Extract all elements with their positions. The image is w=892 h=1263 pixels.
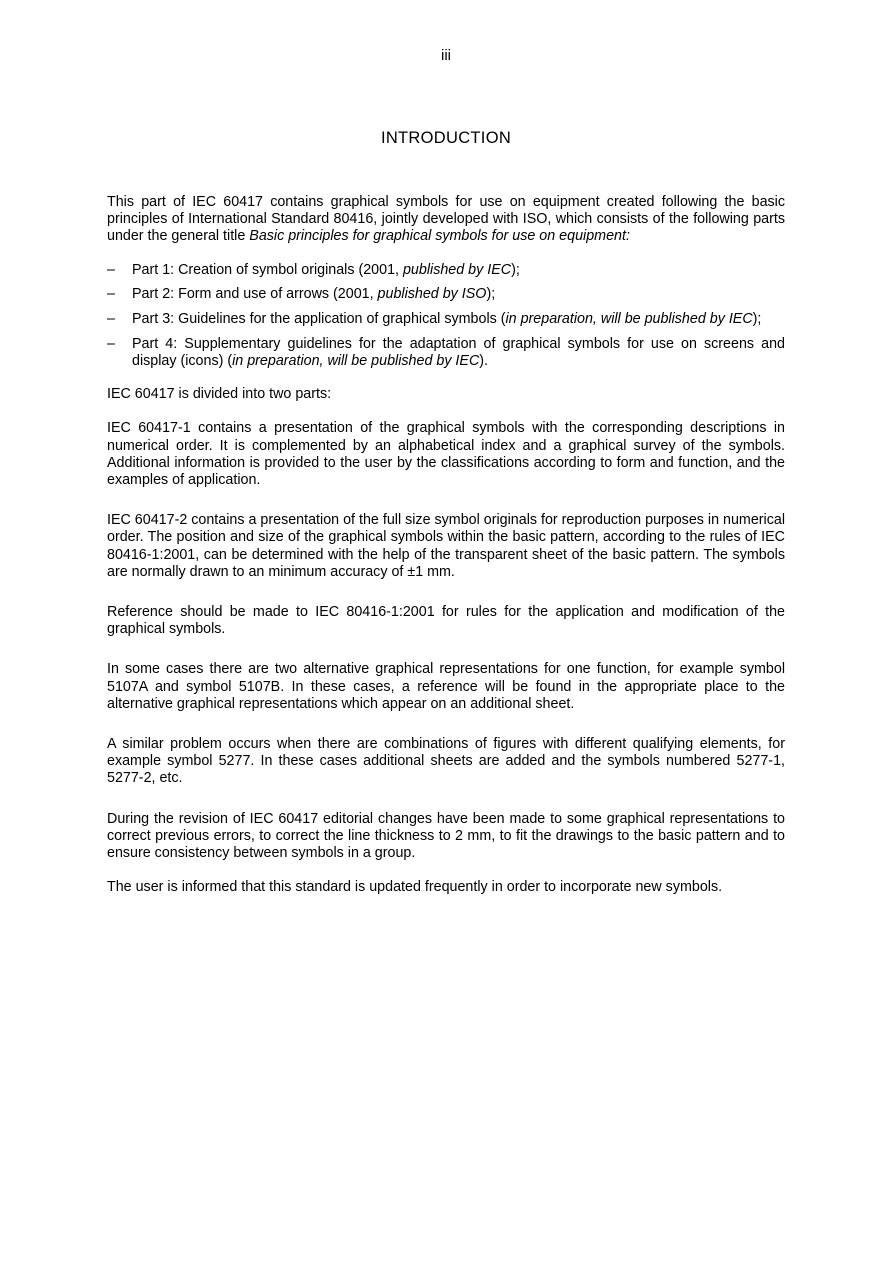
list-item	[107, 262, 785, 279]
list-item-end: );	[511, 261, 520, 278]
list-item-italic: published by ISO	[377, 286, 487, 303]
page-number: iii	[441, 47, 451, 64]
list-item-italic: in preparation, will be published by IEC	[232, 352, 480, 369]
intro-italic-title: Basic principles for graphical symbols for use on equipment:	[249, 228, 630, 245]
list-dash: –	[107, 335, 115, 352]
list-item-end: ).	[479, 352, 489, 369]
parts-list	[107, 262, 785, 371]
paragraph-part2: IEC 60417-2 contains a presentation of the full size symbol originals for reproduction purposes in numerical order. The position and size of the graphical symbols within the basic pattern, according to the rules of IEC 80416-1:2001, can be determined with the help of the transparent sheet of the basic pattern. The symbols are normally drawn to an minimum accuracy of ±1 mm.	[107, 512, 785, 580]
paragraph-divided: IEC 60417 is divided into two parts:	[107, 386, 332, 403]
list-item-italic: published by IEC	[402, 261, 512, 278]
list-item-text: Part 3: Guidelines for the application of graphical symbols (	[132, 311, 506, 328]
list-item	[107, 336, 785, 370]
list-item-end: );	[752, 311, 762, 328]
intro-text: This part of IEC 60417 contains graphical symbols for use on equipment created following the basic principles of International Standard 80416, jointly developed with ISO, which consists of the following parts under the general title	[107, 194, 785, 245]
document-body	[107, 194, 785, 896]
list-dash: –	[107, 261, 115, 278]
paragraph-reference: Reference should be made to IEC 80416-1:2001 for rules for the application and modification of the graphical symbols.	[107, 603, 785, 638]
paragraph-combinations: A similar problem occurs when there are combinations of figures with different qualifying elements, for example symbol 5277. In these cases additional sheets are added and the symbols numbered 5277-1, 5277-2, etc.	[107, 735, 785, 787]
list-item-text: Part 2: Form and use of arrows (2001,	[132, 286, 378, 303]
paragraph-alternatives: In some cases there are two alternative graphical representations for one function, for example symbol 5107A and symbol 5107B. In these cases, a reference will be found in the appropriate place to the alternative graphical representations which appear on an additional sheet.	[107, 661, 785, 712]
paragraph-part1: IEC 60417-1 contains a presentation of the graphical symbols with the corresponding descriptions in numerical order. It is complemented by an alphabetical index and a graphical survey of the symbols. Additional information is provided to the user by the classifications according to form and function, and the examples of application.	[107, 420, 785, 488]
paragraph-updates: The user is informed that this standard is updated frequently in order to incorporate new symbols.	[107, 879, 723, 896]
page-title: INTRODUCTION	[380, 129, 512, 147]
list-item-end: );	[486, 286, 496, 303]
paragraph-revision: During the revision of IEC 60417 editorial changes have been made to some graphical representations to correct previous errors, to correct the line thickness to 2 mm, to fit the drawings to the basic pattern and to ensure consistency between symbols in a group.	[107, 810, 785, 861]
list-dash: –	[107, 311, 115, 328]
list-item-text: Part 1: Creation of symbol originals (2001,	[132, 261, 403, 278]
list-item	[107, 286, 785, 303]
list-item-text: Part 4: Supplementary guidelines for the adaptation of graphical symbols for use on screens and display (icons) (	[132, 335, 785, 369]
list-item-italic: in preparation, will be published by IEC	[505, 311, 753, 328]
list-dash: –	[107, 286, 115, 303]
intro-paragraph	[107, 194, 785, 246]
list-item	[107, 311, 785, 328]
